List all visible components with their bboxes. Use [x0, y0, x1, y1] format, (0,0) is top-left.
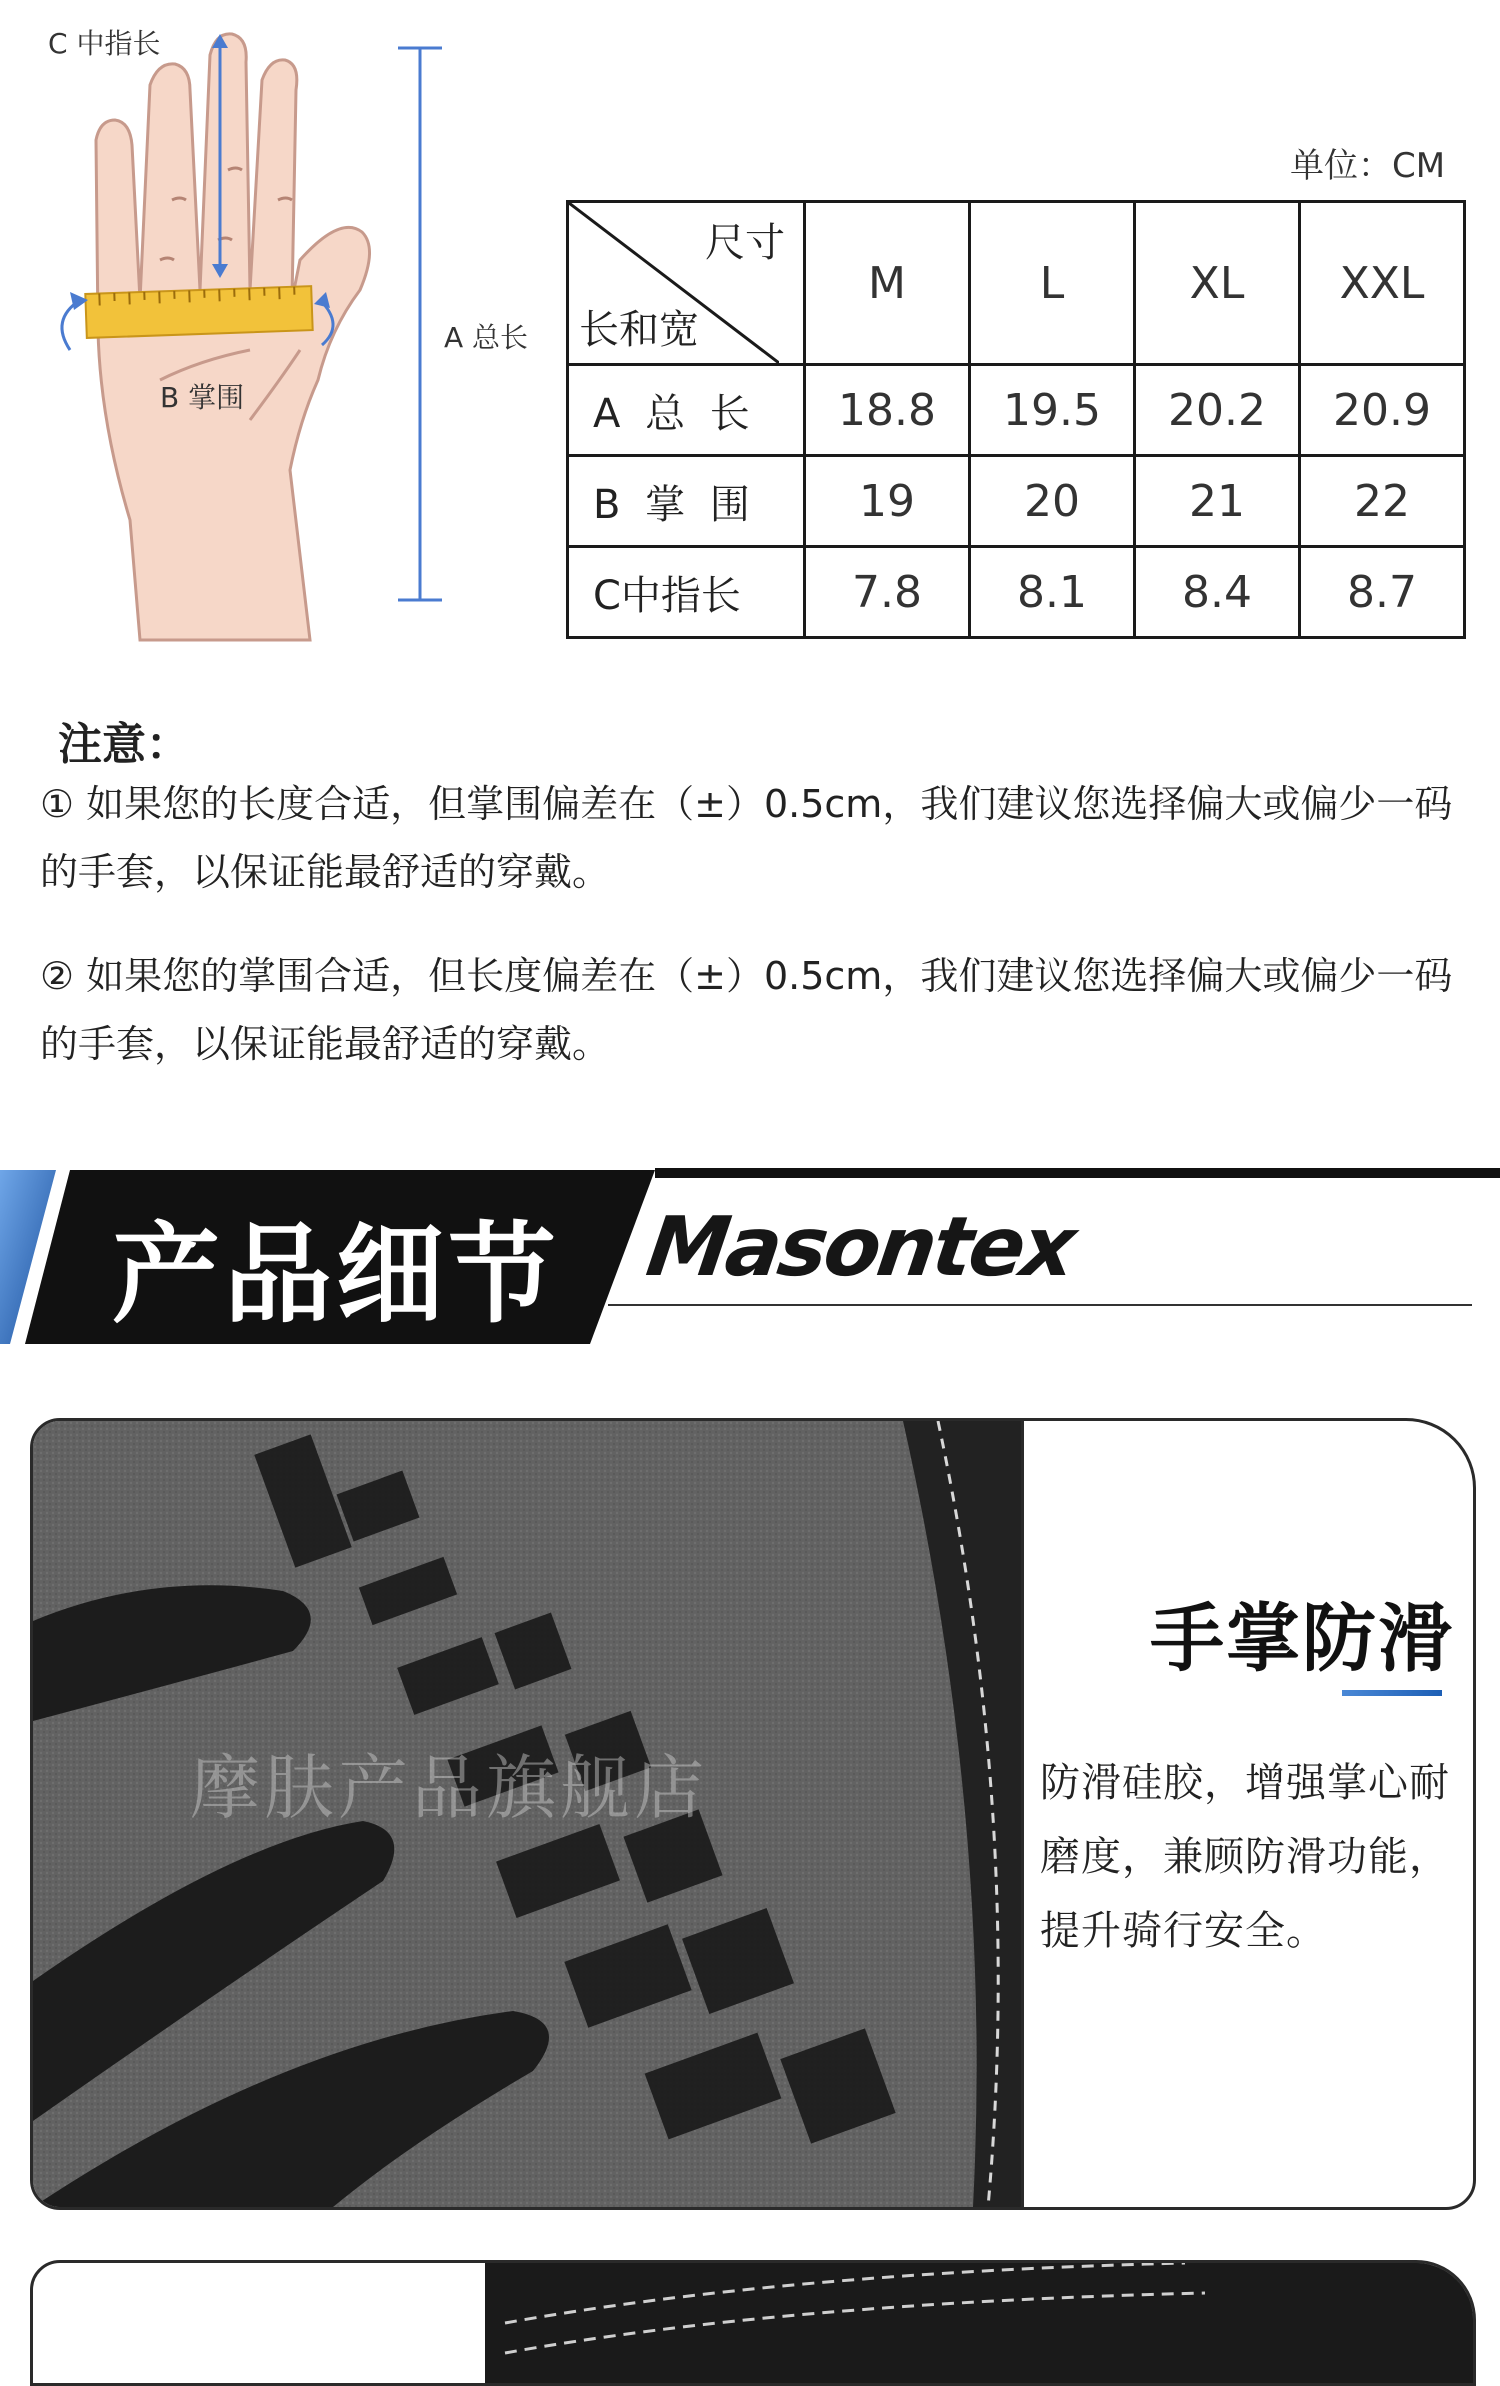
size-header-l: L [970, 202, 1135, 365]
table-cell: 8.7 [1300, 547, 1465, 638]
table-header-row [568, 202, 1465, 365]
table-corner-cell [568, 202, 805, 365]
row-label: C中指长 [568, 547, 805, 638]
glove-detail-photo [485, 2263, 1475, 2383]
row-label: A 总 长 [568, 365, 805, 456]
table-row [568, 456, 1465, 547]
unit-label: 单位：CM [1290, 138, 1445, 187]
row-label: B 掌 围 [568, 456, 805, 547]
feature-card-next [30, 2260, 1476, 2386]
table-cell: 19 [805, 456, 970, 547]
table-cell: 19.5 [970, 365, 1135, 456]
size-header-xl: XL [1135, 202, 1300, 365]
table-cell: 20.2 [1135, 365, 1300, 456]
section-title: 产品细节 [112, 1188, 560, 1343]
notes-title: 注意： [58, 708, 190, 772]
table-cell: 8.4 [1135, 547, 1300, 638]
table-cell: 20 [970, 456, 1135, 547]
size-table [566, 200, 1466, 639]
note-item-2: ② 如果您的掌围合适，但长度偏差在（±）0.5cm，我们建议您选择偏大或偏少一码的手套，以保证能最舒适的穿戴。 [40, 942, 1470, 1078]
size-header-xxl: XXL [1300, 202, 1465, 365]
table-cell: 8.1 [970, 547, 1135, 638]
hand-diagram [0, 0, 560, 650]
note-item-1: ① 如果您的长度合适，但掌围偏差在（±）0.5cm，我们建议您选择偏大或偏少一码的手套，以保证能最舒适的穿戴。 [40, 770, 1470, 906]
table-cell: 22 [1300, 456, 1465, 547]
label-middle-finger: C 中指长 [48, 22, 160, 62]
table-cell: 18.8 [805, 365, 970, 456]
label-palm: B 掌围 [160, 376, 244, 416]
brand-logo: Masontex [641, 1200, 1079, 1295]
watermark: 摩肤产品旗舰店 [190, 1732, 708, 1833]
label-total-length: A 总长 [444, 316, 528, 356]
corner-size-label: 尺寸 [705, 211, 785, 268]
table-cell: 21 [1135, 456, 1300, 547]
feature-title: 手掌防滑 [1150, 1580, 1454, 1686]
table-row [568, 547, 1465, 638]
table-cell: 7.8 [805, 547, 970, 638]
corner-dimension-label: 长和宽 [579, 298, 699, 355]
card-divider [1021, 1421, 1024, 2207]
feature-description: 防滑硅胶，增强掌心耐磨度，兼顾防滑功能，提升骑行安全。 [1040, 1746, 1460, 1968]
table-row [568, 365, 1465, 456]
size-header-m: M [805, 202, 970, 365]
feature-title-underline [1342, 1690, 1442, 1696]
table-cell: 20.9 [1300, 365, 1465, 456]
